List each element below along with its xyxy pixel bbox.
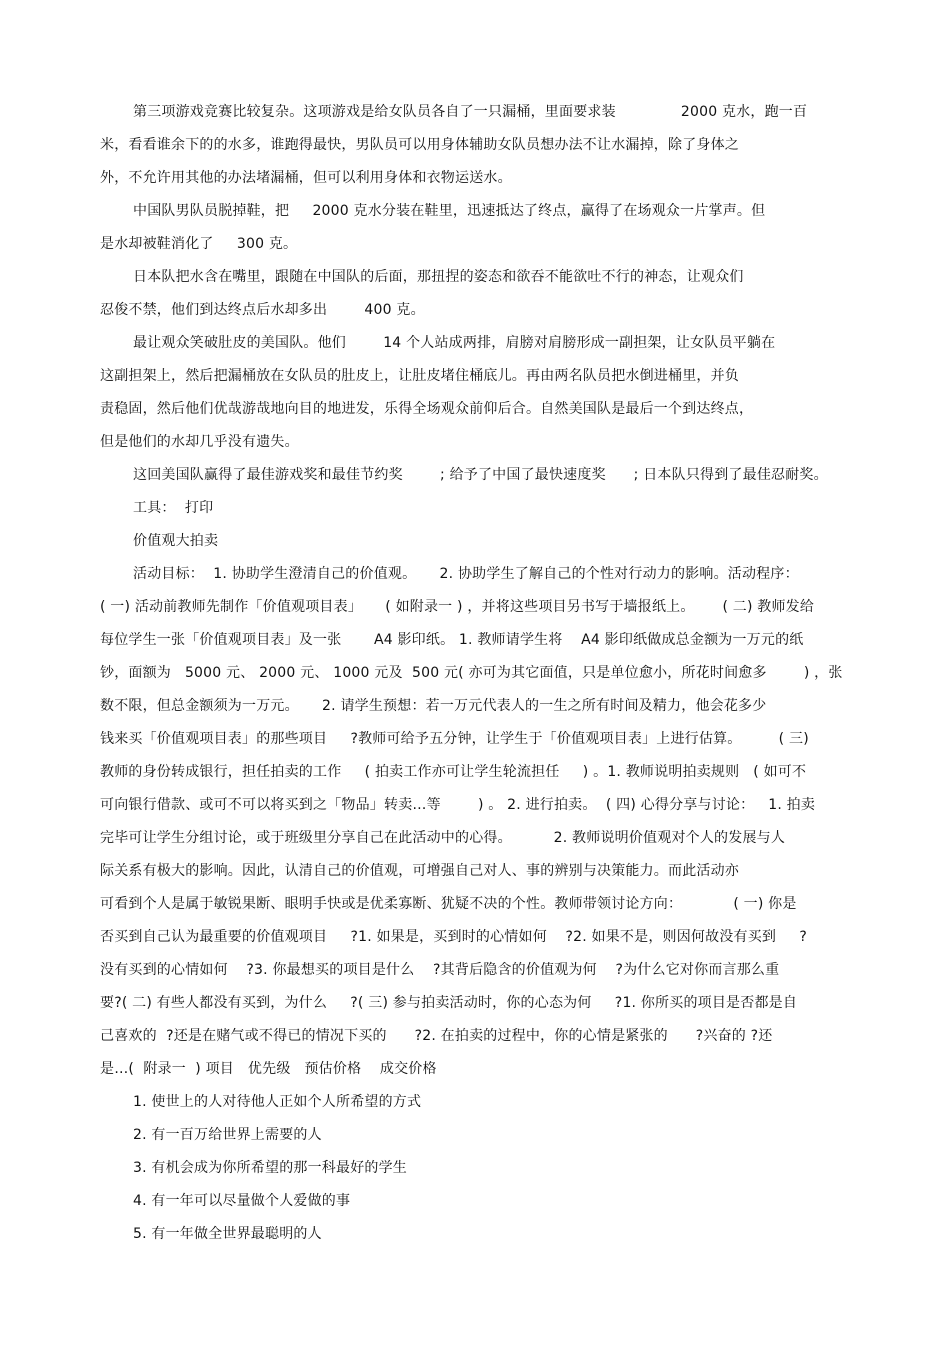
- activity-line: 每位学生一张「价值观项目表」及一张 A4 影印纸。 1. 教师请学生将 A4 影印纸做成总金额为一万元的纸: [100, 632, 804, 648]
- appendix-item: 3. 有机会成为你所希望的那一科最好的学生: [133, 1160, 408, 1176]
- paragraph-japan-line: 日本队把水含在嘴里，跟随在中国队的后面，那扭捏的姿态和欲吞不能欲吐不行的神态，让观众们: [133, 269, 744, 285]
- paragraph-china-line: 是水却被鞋消化了 300 克。: [100, 236, 298, 252]
- activity-line: 教师的身份转成银行，担任拍卖的工作 ( 拍卖工作亦可让学生轮流担任 ) 。1. 教师说明拍卖规则 ( 如可不: [100, 764, 807, 780]
- paragraph-usa-line: 这副担架上，然后把漏桶放在女队员的肚皮上，让肚皮堵住桶底儿。再由两名队员把水倒进桶里，并负: [100, 368, 739, 384]
- paragraph-game3-line: 外，不允许用其他的办法堵漏桶，但可以利用身体和衣物运送水。: [100, 170, 512, 186]
- tool-line: 工具： 打印: [133, 500, 214, 516]
- activity-line: 是…( 附录一 ) 项目 优先级 预估价格 成交价格: [100, 1061, 437, 1077]
- appendix-item: 5. 有一年做全世界最聪明的人: [133, 1226, 322, 1242]
- activity-line: 己喜欢的 ?还是在赌气或不得已的情况下买的 ?2. 在拍卖的过程中，你的心情是紧张的 ?兴奋的 ?还: [100, 1028, 773, 1044]
- paragraph-usa-line: 最让观众笑破肚皮的美国队。他们 14 个人站成两排，肩膀对肩膀形成一副担架，让女队员平躺在: [133, 335, 776, 351]
- paragraph-china-line: 中国队男队员脱掉鞋，把 2000 克水分装在鞋里，迅速抵达了终点，赢得了在场观众一片掌声。但: [133, 203, 766, 219]
- activity-line: 可看到个人是属于敏锐果断、眼明手快或是优柔寡断、犹疑不决的个性。教师带领讨论方向： ( 一) 你是: [100, 896, 797, 912]
- activity-line: 际关系有极大的影响。因此，认清自己的价值观，可增强自己对人、事的辨别与决策能力。而此活动亦: [100, 863, 739, 879]
- appendix-item: 1. 使世上的人对待他人正如个人所希望的方式: [133, 1094, 422, 1110]
- paragraph-awards: 这回美国队赢得了最佳游戏奖和最佳节约奖 ; 给予了中国了最快速度奖 ; 日本队只得到了最佳忍耐奖。: [133, 467, 828, 483]
- appendix-item: 4. 有一年可以尽量做个人爱做的事: [133, 1193, 351, 1209]
- activity-line: ( 一) 活动前教师先制作「价值观项目表」 ( 如附录一 ) ，并将这些项目另书写于墙报纸上。 ( 二) 教师发给: [100, 599, 815, 615]
- paragraph-japan-line: 忍俊不禁，他们到达终点后水却多出 400 克。: [100, 302, 425, 318]
- activity-title: 价值观大拍卖: [133, 533, 219, 549]
- activity-line: 完毕可让学生分组讨论，或于班级里分享自己在此活动中的心得。 2. 教师说明价值观对个人的发展与人: [100, 830, 786, 846]
- paragraph-usa-line: 但是他们的水却几乎没有遗失。: [100, 434, 299, 450]
- paragraph-game3-line: 米，看看谁余下的的水多，谁跑得最快，男队员可以用身体辅助女队员想办法不让水漏掉，除了身体之: [100, 137, 739, 153]
- activity-line: 钞，面额为 5000 元、 2000 元、 1000 元及 500 元( 亦可为其它面值，只是单位愈小，所花时间愈多 ) ，张: [100, 665, 843, 681]
- activity-line: 数不限，但总金额须为一万元。 2. 请学生预想：若一万元代表人的一生之所有时间及精力，他会花多少: [100, 698, 767, 714]
- activity-line: 可向银行借款、或可不可以将买到之「物品」转卖…等 ) 。 2. 进行拍卖。 ( 四) 心得分享与讨论： 1. 拍卖: [100, 797, 816, 813]
- activity-line: 要?( 二) 有些人都没有买到，为什么 ?( 三) 参与拍卖活动时，你的心态为何 ?1. 你所买的项目是否都是自: [100, 995, 798, 1011]
- activity-line: 没有买到的心情如何 ?3. 你最想买的项目是什么 ?其背后隐含的价值观为何 ?为什么它对你而言那么重: [100, 962, 780, 978]
- activity-line: 否买到自己认为最重要的价值观项目 ?1. 如果是，买到时的心情如何 ?2. 如果不是，则因何故没有买到 ?: [100, 929, 808, 945]
- paragraph-game3-line: 第三项游戏竞赛比较复杂。这项游戏是给女队员各自了一只漏桶，里面要求装 2000 克水，跑一百: [133, 104, 808, 120]
- activity-line: 钱来买「价值观项目表」的那些项目 ?教师可给予五分钟，让学生于「价值观项目表」上进行估算。 ( 三): [100, 731, 809, 747]
- activity-line: 活动目标： 1. 协助学生澄清自己的价值观。 2. 协助学生了解自己的个性对行动力的影响。活动程序：: [133, 566, 799, 582]
- appendix-item: 2. 有一百万给世界上需要的人: [133, 1127, 322, 1143]
- paragraph-usa-line: 责稳固，然后他们优哉游哉地向目的地进发，乐得全场观众前仰后合。自然美国队是最后一个到达终点，: [100, 401, 754, 417]
